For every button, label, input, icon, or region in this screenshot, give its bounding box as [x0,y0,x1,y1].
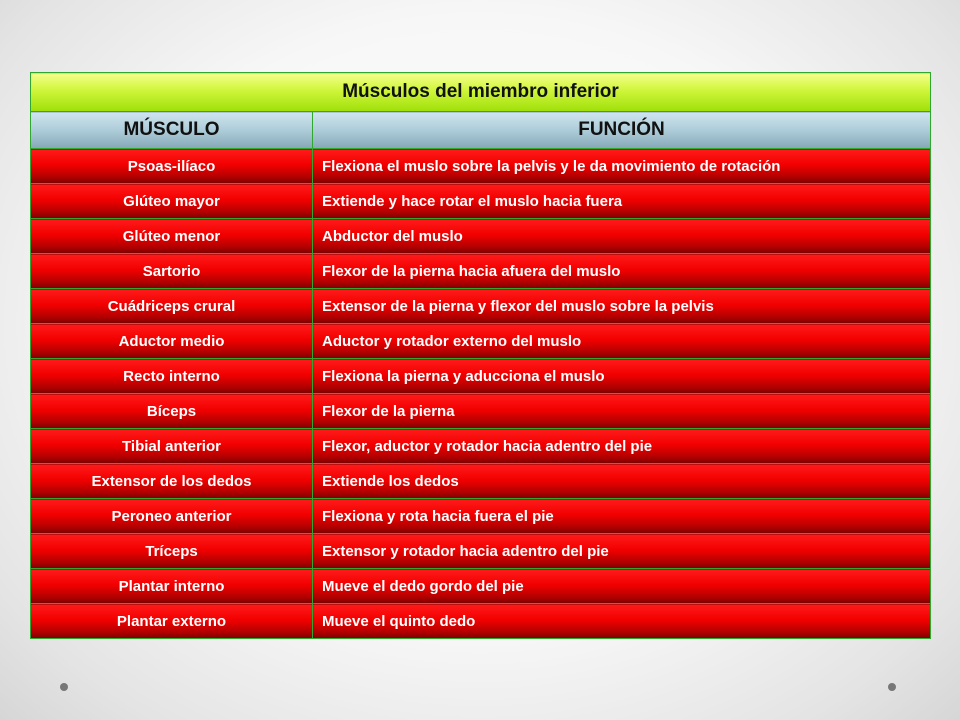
muscles-table [30,72,931,639]
muscle-cell: Cuádriceps crural [31,289,313,324]
decorative-dot-right [888,683,896,691]
table-row [31,394,931,429]
table-title: Músculos del miembro inferior [31,73,931,112]
table-row [31,184,931,219]
table-row [31,464,931,499]
table-row [31,149,931,184]
muscle-cell: Plantar interno [31,569,313,604]
function-cell: Extensor y rotador hacia adentro del pie [313,534,931,569]
function-cell: Abductor del muslo [313,219,931,254]
muscle-cell: Tibial anterior [31,429,313,464]
muscle-cell: Plantar externo [31,604,313,639]
table-row [31,289,931,324]
function-cell: Extensor de la pierna y flexor del muslo sobre la pelvis [313,289,931,324]
function-cell: Flexiona la pierna y aducciona el muslo [313,359,931,394]
table-row [31,324,931,359]
muscle-cell: Peroneo anterior [31,499,313,534]
function-cell: Aductor y rotador externo del muslo [313,324,931,359]
function-cell: Flexiona el muslo sobre la pelvis y le da movimiento de rotación [313,149,931,184]
muscle-cell: Extensor de los dedos [31,464,313,499]
muscle-cell: Recto interno [31,359,313,394]
function-cell: Mueve el quinto dedo [313,604,931,639]
function-cell: Flexor de la pierna [313,394,931,429]
column-header-function: FUNCIÓN [313,112,931,149]
decorative-dot-left [60,683,68,691]
table-row [31,534,931,569]
function-cell: Mueve el dedo gordo del pie [313,569,931,604]
column-header-muscle: MÚSCULO [31,112,313,149]
table-row [31,254,931,289]
muscle-cell: Glúteo menor [31,219,313,254]
muscle-cell: Sartorio [31,254,313,289]
muscle-cell: Psoas-ilíaco [31,149,313,184]
muscle-cell: Bíceps [31,394,313,429]
function-cell: Flexor, aductor y rotador hacia adentro del pie [313,429,931,464]
table-row [31,604,931,639]
table-row [31,569,931,604]
muscle-cell: Aductor medio [31,324,313,359]
table-row [31,359,931,394]
function-cell: Extiende y hace rotar el muslo hacia fuera [313,184,931,219]
function-cell: Flexor de la pierna hacia afuera del muslo [313,254,931,289]
function-cell: Flexiona y rota hacia fuera el pie [313,499,931,534]
table-row [31,429,931,464]
table-row [31,499,931,534]
muscle-cell: Glúteo mayor [31,184,313,219]
muscle-cell: Tríceps [31,534,313,569]
function-cell: Extiende los dedos [313,464,931,499]
table-row [31,219,931,254]
